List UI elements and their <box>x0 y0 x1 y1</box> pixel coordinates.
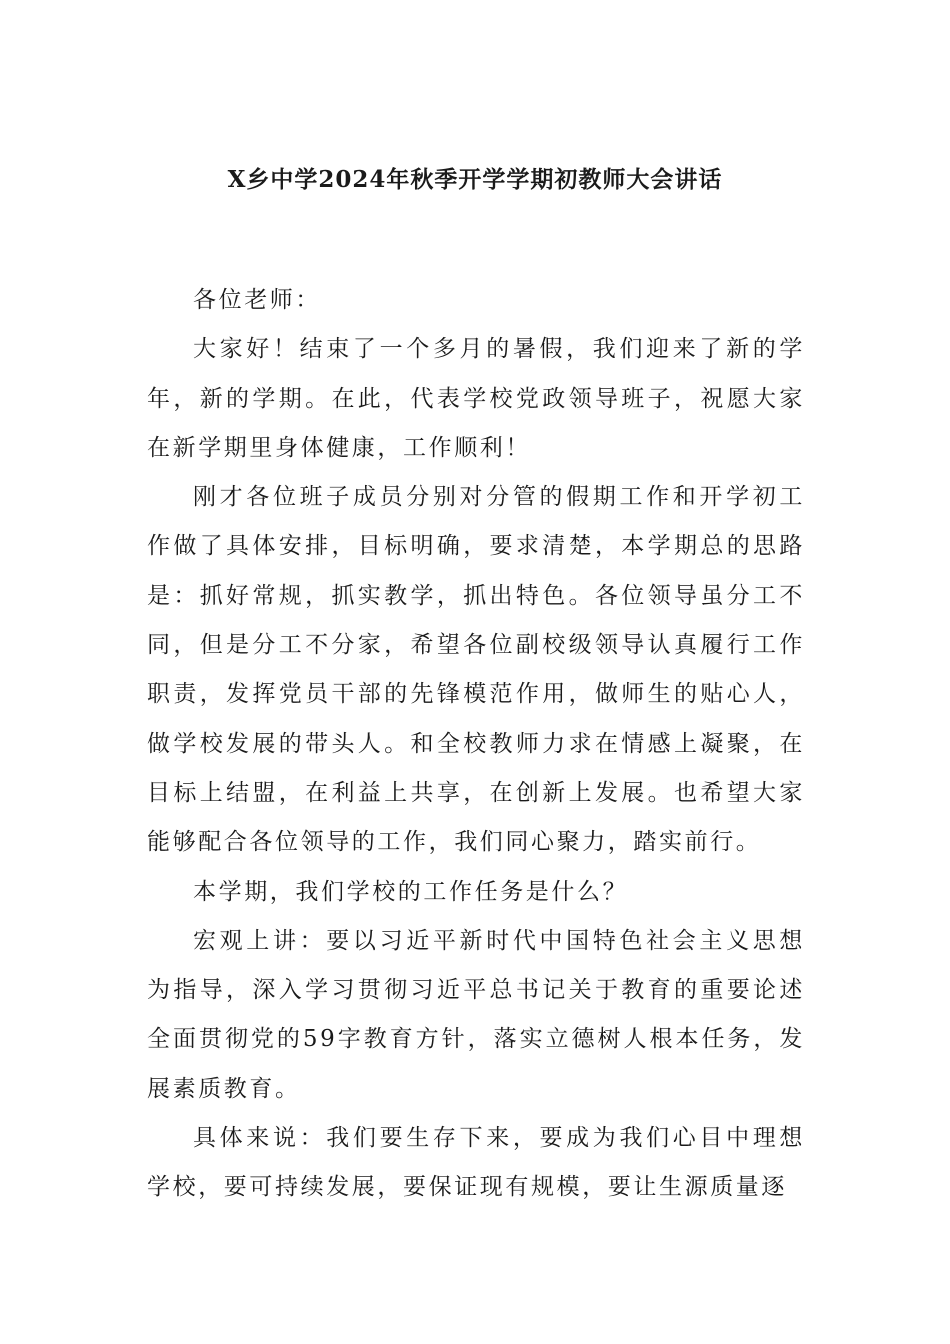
document-body <box>147 276 805 1213</box>
paragraph-greeting: 大家好！结束了一个多月的暑假，我们迎来了新的学年，新的学期。在此，代表学校党政领导班子，祝愿大家在新学期里身体健康，工作顺利！ <box>147 336 805 461</box>
salutation: 各位老师： <box>193 287 321 313</box>
paragraph-macro-view: 宏观上讲：要以习近平新时代中国特色社会主义思想为指导，深入学习贯彻习近平总书记关于教育的重要论述全面贯彻党的59字教育方针，落实立德树人根本任务，发展素质教育。 <box>147 927 805 1102</box>
document-title: X乡中学2024年秋季开学学期初教师大会讲话 <box>227 166 723 193</box>
paragraph-specifics: 具体来说：我们要生存下来，要成为我们心目中理想学校，要可持续发展，要保证现有规模，要让生源质量逐 <box>147 1125 805 1201</box>
paragraph-work-arrangement: 刚才各位班子成员分别对分管的假期工作和开学初工作做了具体安排，目标明确，要求清楚，本学期总的思路是：抓好常规，抓实教学，抓出特色。各位领导虽分工不同，但是分工不分家，希望各位副校级领导认真履行工作职责，发挥党员干部的先锋模范作用，做师生的贴心人，做学校发展的带头人。和全校教师力求在情感上凝聚，在目标上结盟，在利益上共享，在创新上发展。也希望大家能够配合各位领导的工作，我们同心聚力，踏实前行。 <box>147 484 805 856</box>
paragraph-question: 本学期，我们学校的工作任务是什么？ <box>193 878 629 905</box>
